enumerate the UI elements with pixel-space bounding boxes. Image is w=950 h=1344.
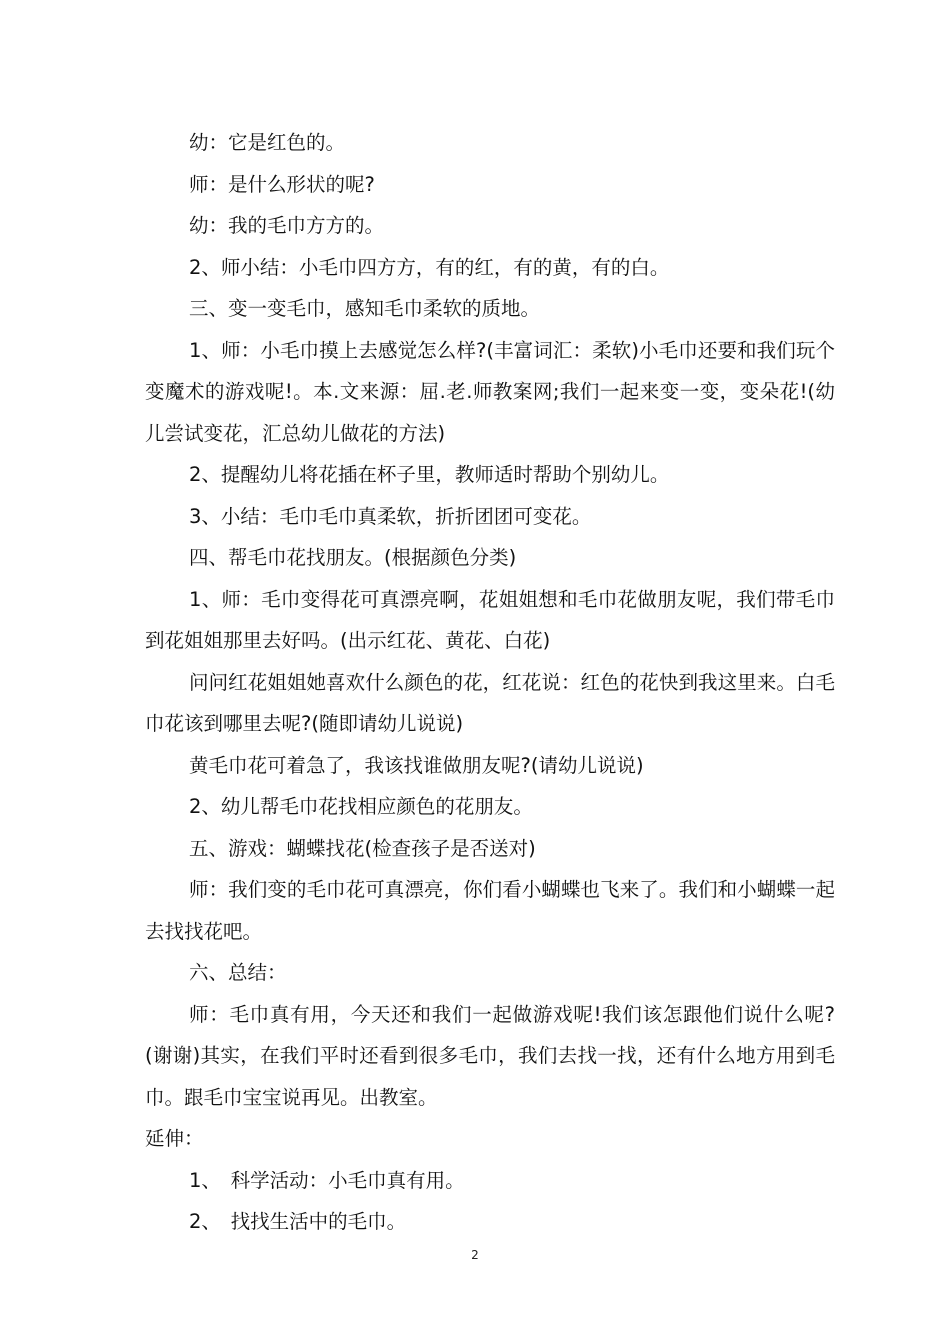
paragraph: 幼：我的毛巾方方的。 — [189, 214, 385, 237]
paragraph: 问问红花姐姐她喜欢什么颜色的花，红花说：红色的花快到我这里来。白毛巾花该到哪里去呢?(随即请幼儿说说) — [145, 670, 835, 735]
paragraph: 2、幼儿帮毛巾花找相应颜色的花朋友。 — [189, 795, 533, 818]
page-number: 2 — [471, 1248, 479, 1262]
section-heading: 六、总结： — [189, 961, 287, 984]
list-item: 2、 找找生活中的毛巾。 — [189, 1210, 407, 1233]
section-heading: 五、游戏：蝴蝶找花(检查孩子是否送对) — [189, 836, 536, 860]
document-body — [145, 122, 835, 1243]
paragraph: 2、师小结：小毛巾四方方，有的红，有的黄，有的白。 — [189, 255, 670, 279]
paragraph: 1、师：小毛巾摸上去感觉怎么样?(丰富词汇：柔软)小毛巾还要和我们玩个变魔术的游戏呢!。本.文来源：屈.老.师教案网;我们一起来变一变，变朵花!(幼儿尝试变花，汇总幼儿做花的方法) — [145, 338, 835, 445]
paragraph: 2、提醒幼儿将花插在杯子里，教师适时帮助个别幼儿。 — [189, 463, 670, 486]
paragraph: 师：毛巾真有用，今天还和我们一起做游戏呢!我们该怎跟他们说什么呢?(谢谢)其实，在我们平时还看到很多毛巾，我们去找一找，还有什么地方用到毛巾。跟毛巾宝宝说再见。出教室。 — [145, 1002, 835, 1109]
paragraph: 师：我们变的毛巾花可真漂亮，你们看小蝴蝶也飞来了。我们和小蝴蝶一起去找找花吧。 — [145, 878, 835, 943]
section-heading: 四、帮毛巾花找朋友。(根据颜色分类) — [189, 546, 517, 569]
section-heading: 三、变一变毛巾，感知毛巾柔软的质地。 — [189, 297, 541, 320]
paragraph: 3、小结：毛巾毛巾真柔软，折折团团可变花。 — [189, 504, 592, 528]
list-item: 1、 科学活动：小毛巾真有用。 — [189, 1168, 465, 1192]
paragraph: 师：是什么形状的呢? — [189, 172, 375, 196]
paragraph: 黄毛巾花可着急了，我该找谁做朋友呢?(请幼儿说说) — [189, 753, 644, 777]
paragraph: 幼：它是红色的。 — [189, 131, 346, 154]
extension-heading: 延伸： — [145, 1127, 204, 1150]
paragraph: 1、师：毛巾变得花可真漂亮啊，花姐姐想和毛巾花做朋友呢，我们带毛巾到花姐姐那里去好吗。(出示红花、黄花、白花) — [145, 587, 835, 652]
